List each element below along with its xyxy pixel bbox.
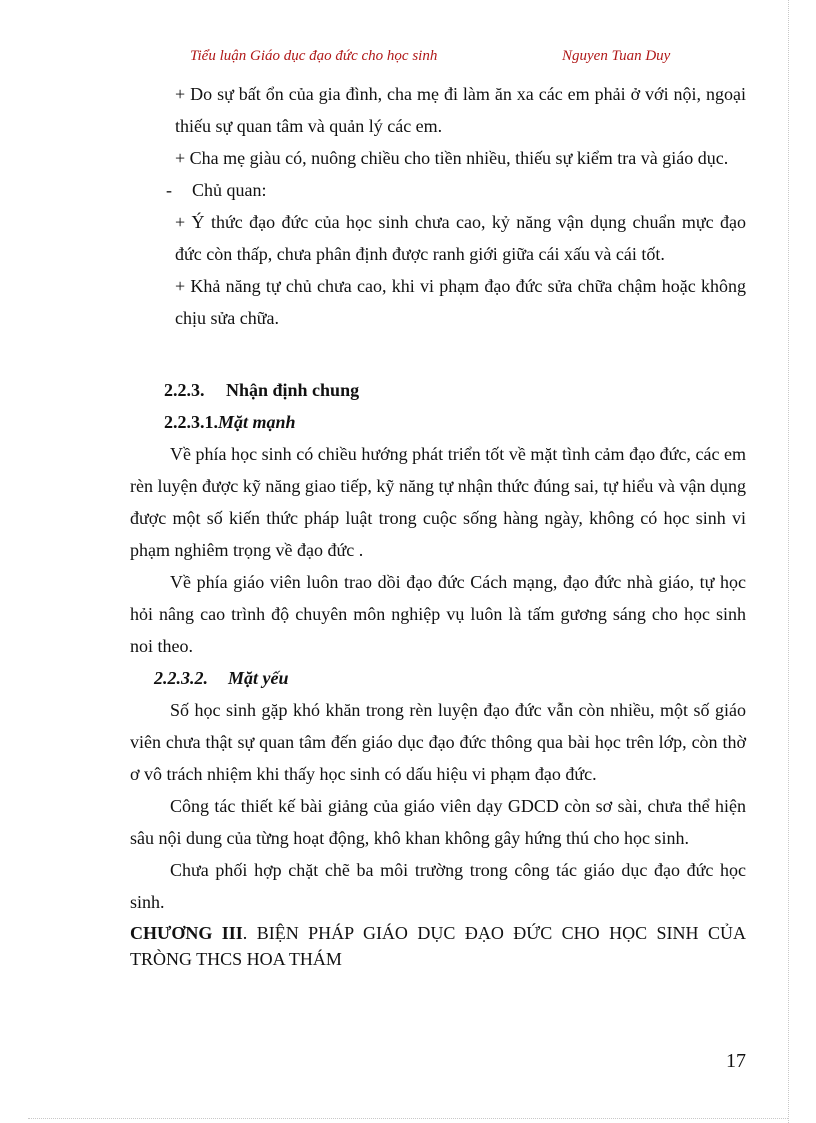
section-title: Mặt yếu [228,668,289,688]
margin-divider [788,0,789,1123]
chapter-label: CHƯƠNG III [130,923,243,943]
paragraph-weakness-students: Số học sinh gặp khó khăn trong rèn luyện đạo đức vẫn còn nhiều, một số giáo viên chưa thật sự quan tâm đến giáo dục đạo đức thông qua bài học trên lớp, còn thờ ơ vô trách nhiệm khi thấy học sinh có dấu hiệu vi phạm đạo đức. [130,700,746,784]
section-heading-2-2-3-1 [130,406,746,438]
header-title: Tiểu luận Giáo dục đạo đức cho học sinh [190,48,438,64]
bullet-dash: - [166,180,172,200]
footer-divider [28,1118,788,1119]
section-title: Nhận định chung [226,380,360,400]
page-body [130,78,746,972]
paragraph-self-control: + Khả năng tự chủ chưa cao, khi vi phạm đạo đức sửa chữa chậm hoặc không chịu sửa chữa. [175,276,746,328]
paragraph-moral-awareness: + Ý thức đạo đức của học sinh chưa cao, kỷ năng vận dụng chuẩn mực đạo đức còn thấp, chưa phân định được ranh giới giữa cái xấu và cái tốt. [175,212,746,264]
paragraph-rich-parents: + Cha mẹ giàu có, nuông chiều cho tiền nhiều, thiếu sự kiểm tra và giáo dục. [175,148,729,168]
chapter-heading [130,920,746,972]
section-title: Mặt mạnh [218,412,296,432]
chapter-title: . BIỆN PHÁP GIÁO DỤC ĐẠO ĐỨC CHO HỌC SINH CỦA TRÒNG THCS HOA THÁM [130,923,746,969]
paragraph-strength-teachers: Về phía giáo viên luôn trao dồi đạo đức Cách mạng, đạo đức nhà giáo, tự học hỏi nâng cao trình độ chuyên môn nghiệp vụ luôn là tấm gương sáng cho học sinh noi theo. [130,572,746,656]
page-header [190,48,710,70]
section-heading-2-2-3-2 [130,662,746,694]
paragraph-weakness-coordination: Chưa phối hợp chặt chẽ ba môi trường trong công tác giáo dục đạo đức học sinh. [130,860,746,912]
bullet-text: Chủ quan: [192,180,267,200]
bullet-subjective [130,174,746,206]
header-author: Nguyen Tuan Duy [562,48,671,64]
section-number: 2.2.3.2. [154,668,208,688]
section-number: 2.2.3.1. [164,412,218,432]
section-number: 2.2.3. [164,380,205,400]
paragraph-family-instability: + Do sự bất ổn của gia đình, cha mẹ đi làm ăn xa các em phải ở với nội, ngoại thiếu sự quan tâm và quản lý các em. [175,84,746,136]
paragraph-strength-students: Về phía học sinh có chiều hướng phát triển tốt về mặt tình cảm đạo đức, các em rèn luyện được kỹ năng giao tiếp, kỹ năng tự nhận thức đúng sai, tự hiểu và vận dụng được một số kiến thức pháp luật trong cuộc sống hàng ngày, không có học sinh vi phạm nghiêm trọng về đạo đức . [130,444,746,560]
paragraph-weakness-lessons: Công tác thiết kế bài giảng của giáo viên dạy GDCD còn sơ sài, chưa thể hiện sâu nội dung của từng hoạt động, khô khan không gây hứng thú cho học sinh. [130,796,746,848]
page-number: 17 [726,1050,746,1072]
section-heading-2-2-3 [130,374,746,406]
